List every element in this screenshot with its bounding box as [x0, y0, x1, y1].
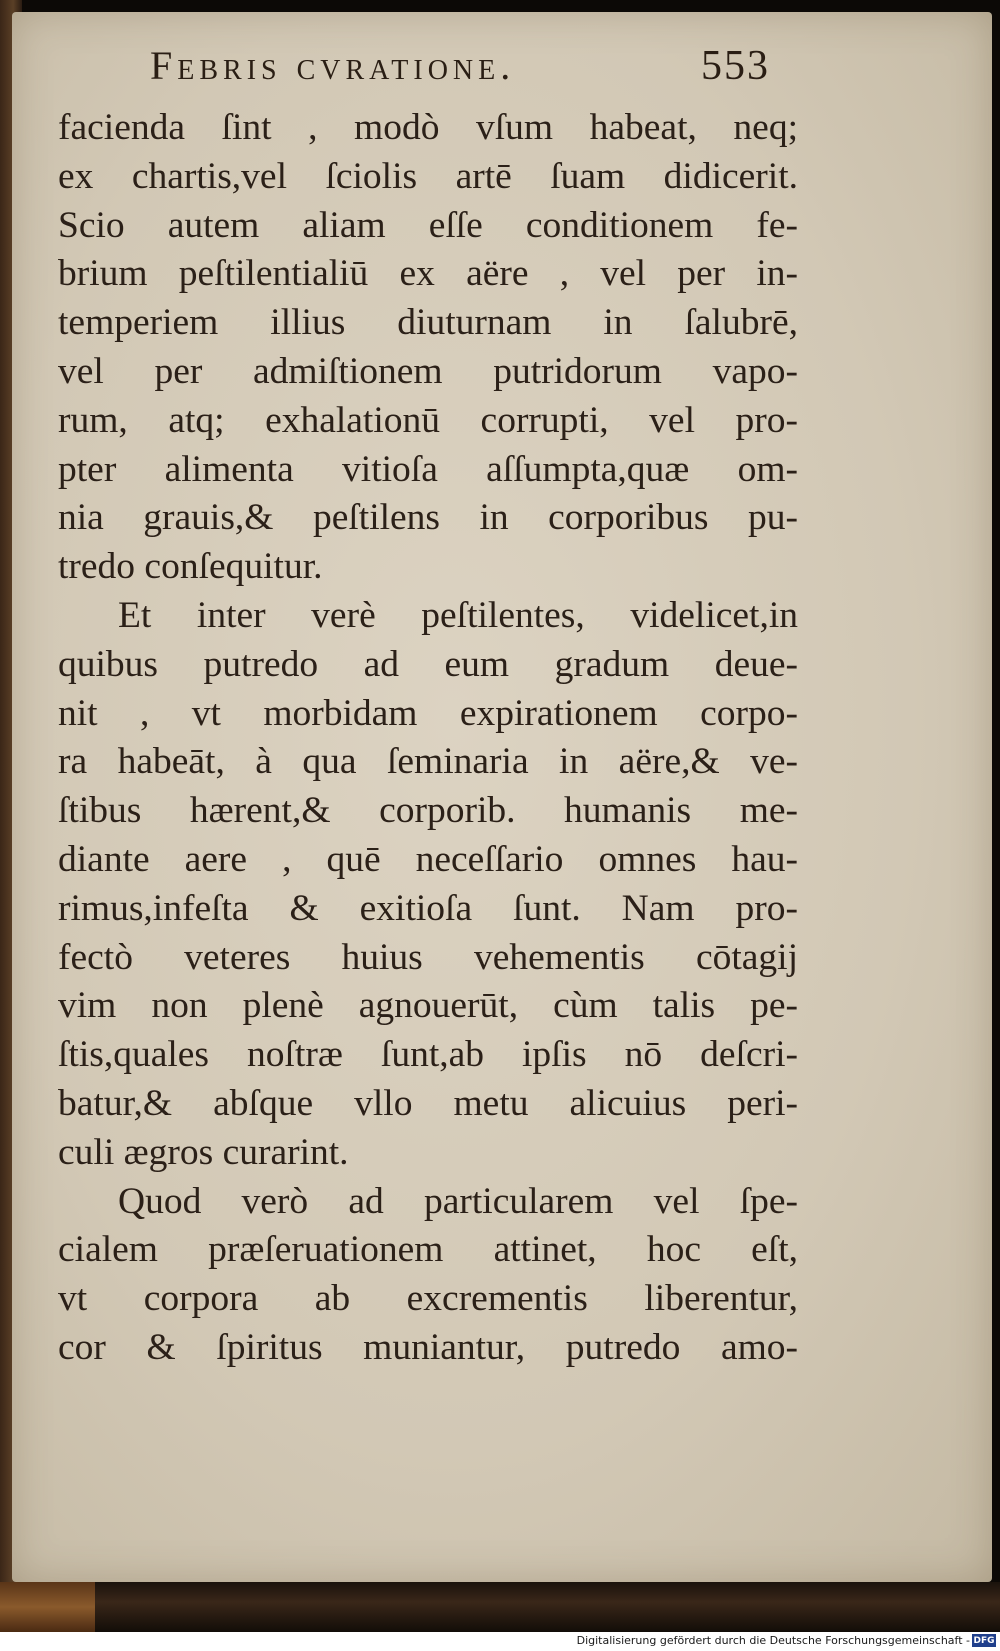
dfg-logo: DFG: [973, 1635, 995, 1646]
text-line: diante aere , quē neceſſario omnes hau-: [58, 838, 798, 880]
text-line: vt corpora ab excrementis liberentur,: [58, 1278, 798, 1320]
text-line: ſtis,quales noſtræ ſunt,ab ipſis nō deſcri-: [58, 1034, 798, 1076]
book-bottom-edge: [0, 1582, 1000, 1632]
text-line: rimus,infeſta & exitioſa ſunt. Nam pro-: [58, 887, 798, 929]
text-line: tredo conſequitur.: [58, 546, 323, 588]
text-line: brium peſtilentialiū ex aëre , vel per in-: [58, 253, 798, 295]
book-cover-corner: [0, 1582, 95, 1632]
text-line: ſtibus hærent,& corporib. humanis me-: [58, 790, 798, 832]
body-text: [58, 104, 798, 1373]
page-header: [150, 42, 770, 102]
text-line: ra habeāt, à qua ſeminaria in aëre,& ve-: [58, 741, 798, 783]
text-line: nit , vt morbidam expirationem corpo-: [58, 692, 798, 734]
text-line: batur,& abſque vllo metu alicuius peri-: [58, 1082, 798, 1124]
text-line: vel per admiſtionem putridorum vapo-: [58, 350, 798, 392]
text-line: culi ægros curarint.: [58, 1131, 349, 1173]
text-line: Et inter verè peſtilentes, videlicet,in: [118, 594, 798, 636]
text-line: vim non plenè agnouerūt, cùm talis pe-: [58, 985, 798, 1027]
text-line: facienda ſint , modò vſum habeat, neq;: [58, 107, 798, 148]
text-line: rum, atq; exhalationū corrupti, vel pro-: [58, 399, 798, 441]
text-line: cor & ſpiritus muniantur, putredo amo-: [58, 1326, 798, 1368]
page-number: 553: [701, 43, 770, 89]
text-line: ex chartis,vel ſciolis artē ſuam didicerit.: [58, 155, 798, 197]
running-title: Febris cvratione.: [150, 43, 516, 88]
text-line: pter alimenta vitioſa aſſumpta,quæ om-: [58, 448, 798, 490]
text-line: cialem præſeruationem attinet, hoc eſt,: [58, 1229, 798, 1271]
text-line: Quod verò ad particularem vel ſpe-: [118, 1180, 798, 1222]
text-line: nia grauis,& peſtilens in corporibus pu-: [58, 497, 798, 539]
text-line: temperiem illius diuturnam in ſalubrē,: [58, 302, 798, 344]
text-line: Scio autem aliam eſſe conditionem fe-: [58, 204, 798, 246]
funding-credit: Digitalisierung gefördert durch die Deutsche Forschungsgemeinschaft -: [576, 1634, 970, 1647]
text-line: quibus putredo ad eum gradum deue-: [58, 643, 798, 685]
text-line: fectò veteres huius vehementis cōtagij: [58, 936, 798, 978]
